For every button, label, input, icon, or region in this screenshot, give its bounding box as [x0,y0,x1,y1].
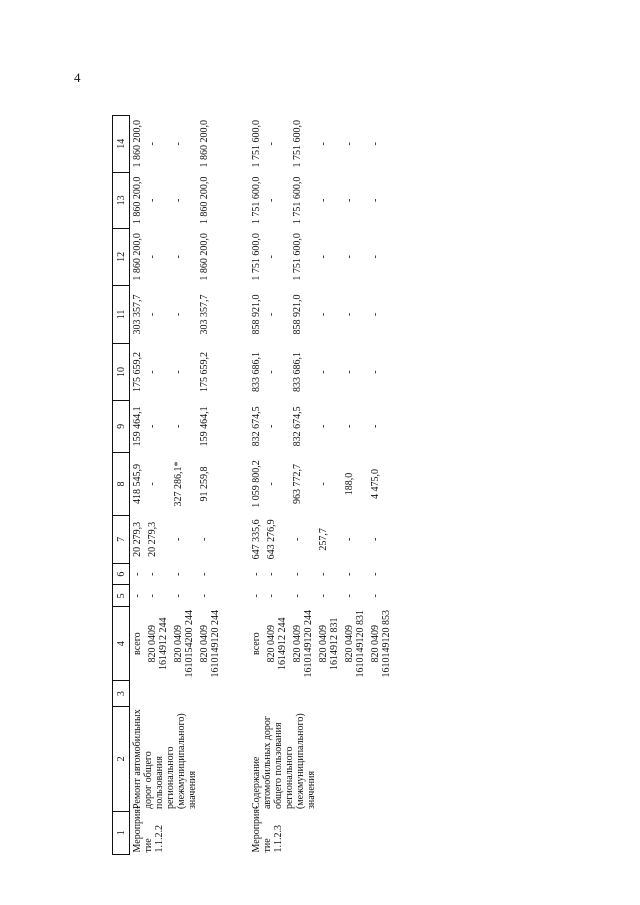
value-cell: 832 674,5 [251,406,262,447]
budget-code-cell: всего [251,632,262,655]
value-cell: 1 860 200,0 [199,176,210,225]
value-cell: - [147,142,158,146]
column-header: 8 [113,452,130,515]
value-cell: - [344,537,355,542]
value-cell: - [292,537,303,542]
value-cell: - [173,424,184,429]
value-cell: - [251,572,262,576]
column-header: 11 [113,285,130,344]
value-cell: 858 921,0 [292,294,303,335]
value-cell: - [370,537,381,542]
value-cell: - [132,594,143,598]
value-cell: 858 921,0 [251,294,262,335]
value-cell: - [370,312,381,317]
value-cell: 1 860 200,0 [199,233,210,281]
column-header: 5 [113,585,130,607]
value-cell: 1 751 600,0 [251,120,262,168]
value-cell: 418 545,9 [132,463,143,504]
column-header: 6 [113,563,130,585]
value-cell: - [370,424,381,429]
value-cell: 175 659,2 [132,352,143,393]
column-header: 3 [113,681,130,707]
value-cell: 1 751 600,0 [251,176,262,225]
value-cell: 91 259,8 [199,466,210,502]
budget-code-cell: всего [132,632,143,655]
column-header: 12 [113,229,130,286]
value-cell: - [318,198,329,203]
value-cell: - [344,370,355,374]
value-cell: 832 674,5 [292,406,303,447]
value-cell: - [199,594,210,598]
table-body [130,116,395,855]
value-cell: 833 686,1 [251,352,262,393]
value-cell: - [147,370,158,374]
activity-name: Ремонт автомобильных дорог общего пользования регионального (межмуниципального) значения [132,709,198,810]
value-cell: - [370,142,381,146]
value-cell: - [173,312,184,317]
column-header: 9 [113,400,130,452]
value-cell: - [266,312,277,317]
budget-code-cell: 820 0409 1614912 831 [318,617,340,670]
rotated-page [112,115,532,855]
value-cell: - [318,142,329,146]
value-cell: 1 860 200,0 [132,233,143,281]
value-cell: 1 751 600,0 [292,176,303,225]
value-cell: 188,0 [344,472,355,496]
value-cell: - [344,312,355,317]
value-cell: - [344,255,355,259]
value-cell: - [266,482,277,486]
header-row [113,116,130,855]
value-cell: 1 751 600,0 [251,233,262,281]
spacer-cell [223,116,249,855]
value-cell: - [173,572,184,576]
value-cell: 159 464,1 [199,406,210,447]
value-cell: - [266,424,277,429]
budget-code-cell: 820 0409 1610149120 831 [344,609,366,678]
value-cell: - [199,537,210,542]
value-cell: - [318,312,329,317]
value-cell: - [292,572,303,576]
group-spacer [223,116,249,855]
value-cell: 303 357,7 [132,294,143,335]
value-cell: - [318,572,329,576]
value-cell: 1 860 200,0 [132,120,143,168]
budget-code-cell: 820 0409 1610149120 244 [199,609,221,678]
value-cell: - [132,572,143,576]
value-cell: - [370,198,381,203]
value-cell: - [318,255,329,259]
value-cell: - [344,594,355,598]
value-cell: 963 772,7 [292,463,303,504]
value-cell: 647 335,6 [251,519,262,560]
value-cell: - [318,370,329,374]
value-cell: - [147,255,158,259]
value-cell: - [318,594,329,598]
value-cell: - [370,594,381,598]
column-header: 2 [113,707,130,811]
value-cell: - [251,594,262,598]
value-cell: - [344,572,355,576]
budget-code-cell: 820 0409 1610149120 853 [370,609,392,678]
column-header: 14 [113,116,130,173]
table-row [130,116,146,855]
value-cell: - [344,198,355,203]
value-cell: 175 659,2 [199,352,210,393]
value-cell: - [318,424,329,429]
activity-number: Мероприя-тие 1.1.2.2 [132,805,165,853]
empty-cell [249,681,394,707]
value-cell: 833 686,1 [292,352,303,393]
value-cell: - [344,142,355,146]
value-cell: - [266,198,277,203]
value-cell: - [173,594,184,598]
value-cell: - [147,594,158,598]
value-cell: - [173,255,184,259]
value-cell: - [370,255,381,259]
value-cell: - [147,198,158,203]
value-cell: 1 860 200,0 [132,176,143,225]
column-header: 10 [113,344,130,401]
value-cell: - [370,370,381,374]
value-cell: - [147,572,158,576]
page-number: 4 [74,70,81,85]
value-cell: - [147,424,158,429]
value-cell: - [266,594,277,598]
budget-code-cell: 820 0409 1610154200 244 [173,609,195,678]
budget-code-cell: 820 0409 1610149120 244 [292,609,314,678]
table-row [249,116,264,855]
value-cell: - [266,370,277,374]
value-cell: - [266,572,277,576]
value-cell: - [147,482,158,486]
value-cell: 1 751 600,0 [292,120,303,168]
budget-table [112,115,394,855]
value-cell: - [147,312,158,317]
value-cell: - [292,594,303,598]
value-cell: - [318,482,329,486]
value-cell: 4 475,0 [370,468,381,499]
value-cell: - [370,572,381,576]
value-cell: 1 751 600,0 [292,233,303,281]
column-header: 13 [113,172,130,229]
column-header: 1 [113,811,130,854]
value-cell: - [199,572,210,576]
value-cell: 1 860 200,0 [199,120,210,168]
value-cell: 257,7 [318,528,329,551]
value-cell: - [173,537,184,542]
value-cell: 643 276,9 [266,519,277,560]
value-cell: - [173,198,184,203]
value-cell: 303 357,7 [199,294,210,335]
budget-code-cell: 820 0409 1614912 244 [266,617,288,670]
value-cell: 327 286,1* [173,461,184,507]
value-cell: 20 279,3 [147,521,158,557]
value-cell: 1 059 800,2 [251,460,262,508]
activity-number: Мероприя-тие 1.1.2.3 [251,805,284,853]
value-cell: 20 279,3 [132,521,143,557]
value-cell: 159 464,1 [132,406,143,447]
value-cell: - [173,370,184,374]
value-cell: - [266,255,277,259]
activity-name: Содержание автомобильных дорог общего пользования регионального (межмуниципального) значения [251,713,317,810]
budget-code-cell: 820 0409 1614912 244 [147,617,169,670]
column-header: 4 [113,607,130,681]
value-cell: - [344,424,355,429]
value-cell: - [173,142,184,146]
empty-cell [130,681,224,707]
column-header: 7 [113,515,130,563]
value-cell: - [266,142,277,146]
